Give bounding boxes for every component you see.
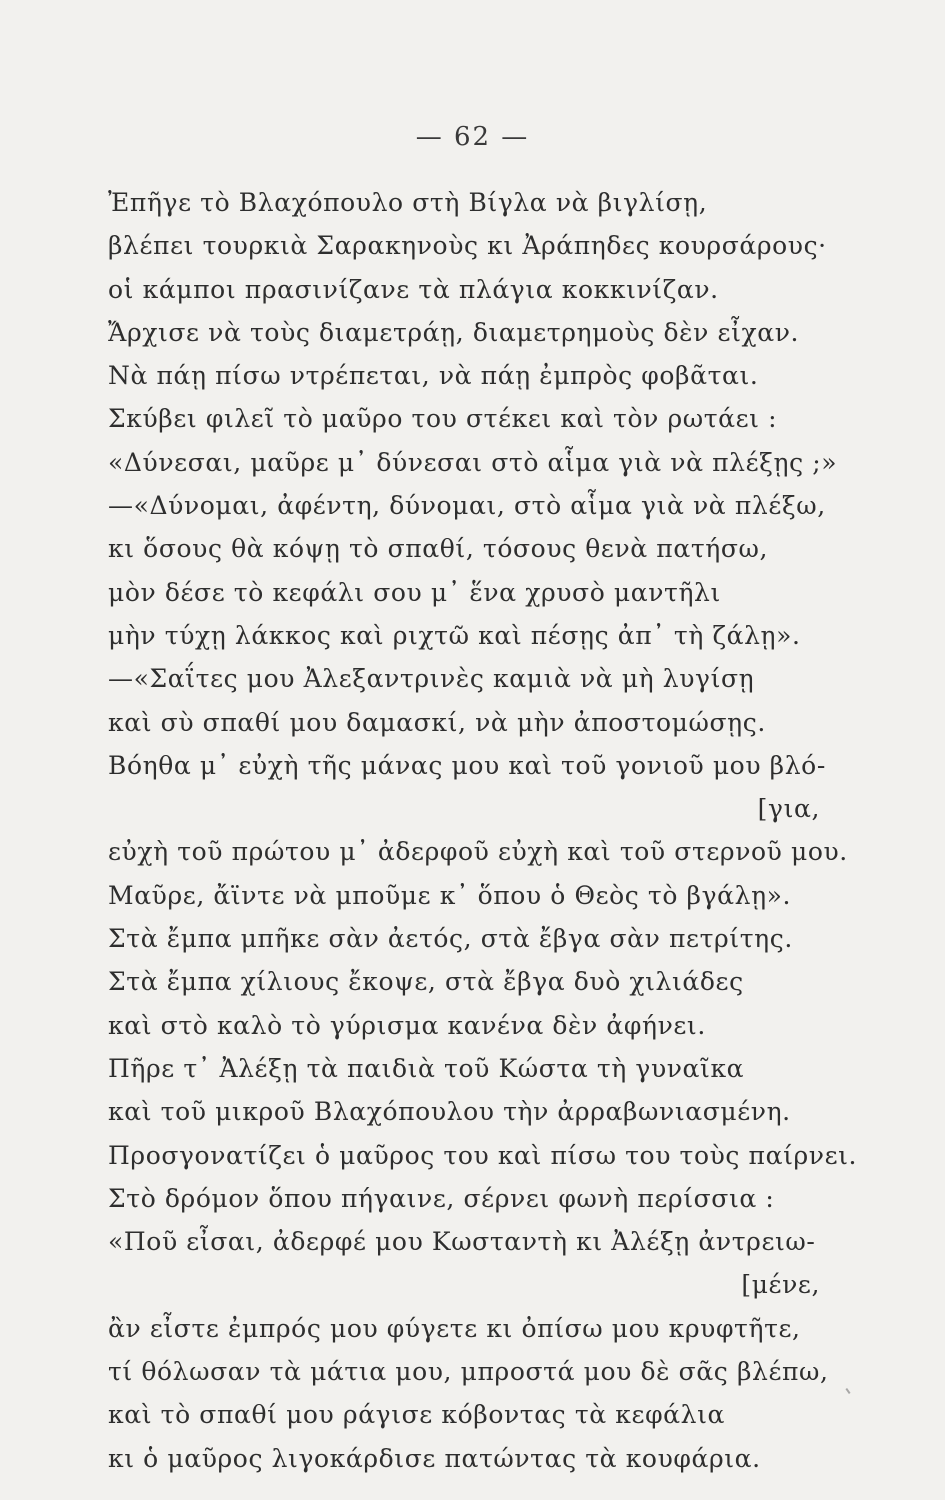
poem-line: Ἄρχισε νὰ τοὺς διαμετράῃ, διαμετρημοὺς δὲν εἶχαν. — [108, 317, 800, 347]
poem-line-continuation: [μένε, — [741, 1270, 820, 1300]
poem-line: τί θόλωσαν τὰ μάτια μου, μπροστά μου δὲ σᾶς βλέπω, — [108, 1357, 829, 1387]
poem-text — [108, 181, 858, 1480]
poem-line: καὶ τοῦ μικροῦ Βλαχόπουλου τὴν ἀρραβωνιασμένη. — [108, 1097, 791, 1127]
poem-line: Μαῦρε, ἄϊντε νὰ μποῦμε κ᾽ ὅπου ὁ Θεὸς τὸ βγάλῃ». — [108, 880, 792, 910]
poem-line: Νὰ πάῃ πίσω ντρέπεται, νὰ πάῃ ἐμπρὸς φοβᾶται. — [108, 361, 759, 391]
poem-line: κι ὅσους θὰ κόψῃ τὸ σπαθί, τόσους θενὰ πατήσω, — [108, 534, 769, 564]
poem-line: μὸν δέσε τὸ κεφάλι σου μ᾽ ἕνα χρυσὸ μαντῆλι — [108, 577, 721, 607]
poem-line: βλέπει τουρκιὰ Σαρακηνοὺς κι Ἀράπηδες κουρσάρους· — [108, 231, 827, 261]
poem-line: Προσγονατίζει ὁ μαῦρος του καὶ πίσω του τοὺς παίρνει. — [108, 1140, 858, 1170]
poem-line: οἱ κάμποι πρασινίζανε τὰ πλάγια κοκκινίζαν. — [108, 274, 719, 304]
poem-line: «Δύνεσαι, μαῦρε μ᾽ δύνεσαι στὸ αἷμα γιὰ νὰ πλέξῃς ;» — [108, 447, 838, 477]
poem-line-continuation: [για, — [757, 794, 820, 824]
poem-line: Πῆρε τ᾽ Ἀλέξῃ τὰ παιδιὰ τοῦ Κώστα τὴ γυναῖκα — [108, 1053, 745, 1083]
poem-line: Σκύβει φιλεῖ τὸ μαῦρο του στέκει καὶ τὸν ρωτάει : — [108, 404, 778, 434]
page-number: — 62 — — [415, 122, 530, 152]
poem-line: Βόηθα μ᾽ εὐχὴ τῆς μάνας μου καὶ τοῦ γονιοῦ μου βλό- — [108, 750, 826, 780]
poem-line: καὶ τὸ σπαθί μου ράγισε κόβοντας τὰ κεφάλια — [108, 1400, 725, 1430]
poem-line: εὐχὴ τοῦ πρώτου μ᾽ ἀδερφοῦ εὐχὴ καὶ τοῦ στερνοῦ μου. — [108, 837, 848, 867]
poem-line: «Ποῦ εἶσαι, ἀδερφέ μου Κωσταντὴ κι Ἀλέξῃ ἀντρειω- — [108, 1227, 816, 1257]
poem-line: μὴν τύχῃ λάκκος καὶ ριχτῶ καὶ πέσῃς ἀπ᾽ τὴ ζάλῃ». — [108, 620, 801, 650]
poem-line: Στὰ ἔμπα χίλιους ἔκοψε, στὰ ἔβγα δυὸ χιλιάδες — [108, 967, 744, 997]
poem-line: Στὰ ἔμπα μπῆκε σὰν ἀετός, στὰ ἔβγα σὰν πετρίτης. — [108, 924, 793, 954]
poem-line: —«Σαΐτες μου Ἀλεξαντρινὲς καμιὰ νὰ μὴ λυγίσῃ — [108, 664, 755, 694]
poem-line: Στὸ δρόμον ὅπου πήγαινε, σέρνει φωνὴ περίσσια : — [108, 1183, 775, 1213]
poem-line: κι ὁ μαῦρος λιγοκάρδισε πατώντας τὰ κουφάρια. — [108, 1443, 761, 1473]
poem-line: Ἐπῆγε τὸ Βλαχόπουλο στὴ Βίγλα νὰ βιγλίσῃ, — [108, 188, 708, 217]
poem-line: καὶ στὸ καλὸ τὸ γύρισμα κανένα δὲν ἀφήνει. — [108, 1010, 706, 1040]
poem-line: ἂν εἶστε ἐμπρός μου φύγετε κι ὀπίσω μου κρυφτῆτε, — [108, 1313, 801, 1343]
poem-line: —«Δύνομαι, ἀφέντη, δύνομαι, στὸ αἷμα γιὰ νὰ πλέξω, — [108, 491, 826, 521]
poem-line: καὶ σὺ σπαθί μου δαμασκί, νὰ μὴν ἀποστομώσῃς. — [108, 707, 766, 737]
paper-speck — [845, 1388, 850, 1394]
